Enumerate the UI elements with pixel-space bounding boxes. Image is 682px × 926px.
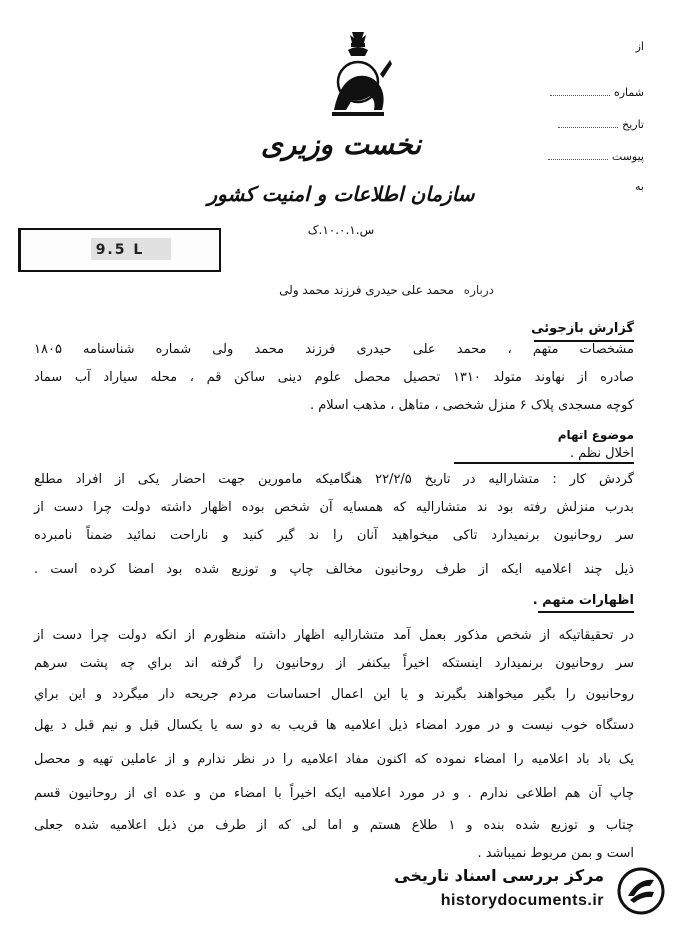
field-number: [524, 86, 644, 99]
charge-text: اخلال نظم .: [569, 446, 634, 461]
ministry-title: نخست وزیری: [260, 128, 422, 161]
statement-line-2: سر روحانيون برنميدارد اينستکه اخيراً بيکنفر از روحانيون را گرفته اند براي چه پشت سرهم: [34, 656, 634, 671]
charge-underline: [454, 462, 634, 464]
subject-label: درباره: [463, 283, 494, 297]
subject-line: [134, 283, 494, 297]
field-attachment-label: پیوست: [611, 150, 644, 163]
statement-line-4: دستگاه خوب نيست و در مورد امضاء ذيل اعلاميه ها قريب به دو سه يا يکسال قبل و نيم قبل د يهل: [34, 718, 634, 733]
identity-line-2: صادره از نهاوند متولد ۱۳۱۰ تحصیل محصل علوم دینی ساکن قم ، محله سیاراد آب سماد: [34, 370, 634, 385]
reference-code: س.۱۰.۰.۱.ک: [307, 223, 375, 237]
statement-line-5: يک باد باد اعلاميه را امضاء نموده که اکنون مفاد اعلاميه را در نظر ندارم و از عاملين تهيه و محصل: [34, 752, 634, 767]
archive-stamp: [18, 228, 221, 272]
charge-title: موضوع اتهام: [557, 428, 634, 442]
statement-line-6: چاپ آن هم اطلاعی ندارم . و در مورد اعلاميه ايکه اخيراً با امضاء من و عده ای از روحانيون قسم: [34, 786, 634, 801]
lion-and-sun-emblem-icon: [318, 28, 398, 128]
field-from: [524, 40, 644, 53]
field-date-label: تاریخ: [622, 118, 644, 131]
archive-website[interactable]: historydocuments.ir: [440, 892, 604, 909]
archive-center-name: مرکز بررسی اسناد تاریخی: [394, 866, 604, 885]
field-to-label: به: [635, 180, 644, 193]
organization-title: سازمان اطلاعات و امنیت کشور: [207, 182, 475, 206]
description-line-4: ذيل چند اعلاميه ايکه از طرف روحانيون مخالف چاپ و توزيع شده بود امضا کرده است .: [34, 562, 634, 577]
identity-line-3: کوچه مسجدی پلاک ۶ منزل شخصی ، متاهل ، مذهب اسلام .: [309, 398, 634, 413]
field-attachment: [524, 150, 644, 163]
statement-line-3: روحانيون را بگير ميخواهند بگيرند و يا اين اعمال احساسات مردم جريحه دار ميگردد و اين براي: [34, 687, 634, 702]
identity-line-1: مشخصات متهم ، محمد علی حیدری فرزند محمد ولی شماره شناسنامه ۱۸۰۵: [34, 342, 634, 357]
archive-stamp-text: 9.5 L: [95, 242, 145, 258]
description-line-1: گردش کار : متشاراليه در تاريخ ۲۲/۲/۵ هنگامیکه مامورين جهت احضار يکی از افراد مطلع: [34, 472, 634, 487]
statements-underline: [538, 611, 634, 613]
history-documents-logo-icon: [616, 866, 666, 916]
subject-value: محمد علی حیدری فرزند محمد ولی: [279, 283, 454, 297]
field-from-label: از: [635, 40, 644, 53]
statement-line-8: است و بمن مربوط نميباشد .: [477, 846, 634, 861]
statement-line-7: چتاب و توزيع شده بنده و ۱ طلاع هستم و اما لی که از طرف من ذيل اعلاميه شده جعلی: [34, 818, 634, 833]
field-date: [524, 118, 644, 131]
report-title: گزارش بازجوئی: [531, 321, 634, 336]
statements-title: اظهارات متهم .: [532, 593, 634, 608]
description-line-2: بدرب منزلش رفته بود ند متشاراليه که همسايه آن شخص بوده اظهار داشته دولت چرا دست از: [34, 500, 634, 515]
field-to: [524, 180, 644, 193]
description-line-3: سر روحانيون برنميدارد تاکی ميخواهيد آنان را ند گير کنيد و ناراحت نمائيد ضمناً نامبرده: [34, 528, 634, 543]
field-number-label: شماره: [613, 86, 644, 99]
statement-line-1: در تحقيقاتيکه از شخص مذکور بعمل آمد متشاراليه اظهار داشته منظورم از انکه دولت چرا دست از: [34, 628, 634, 643]
